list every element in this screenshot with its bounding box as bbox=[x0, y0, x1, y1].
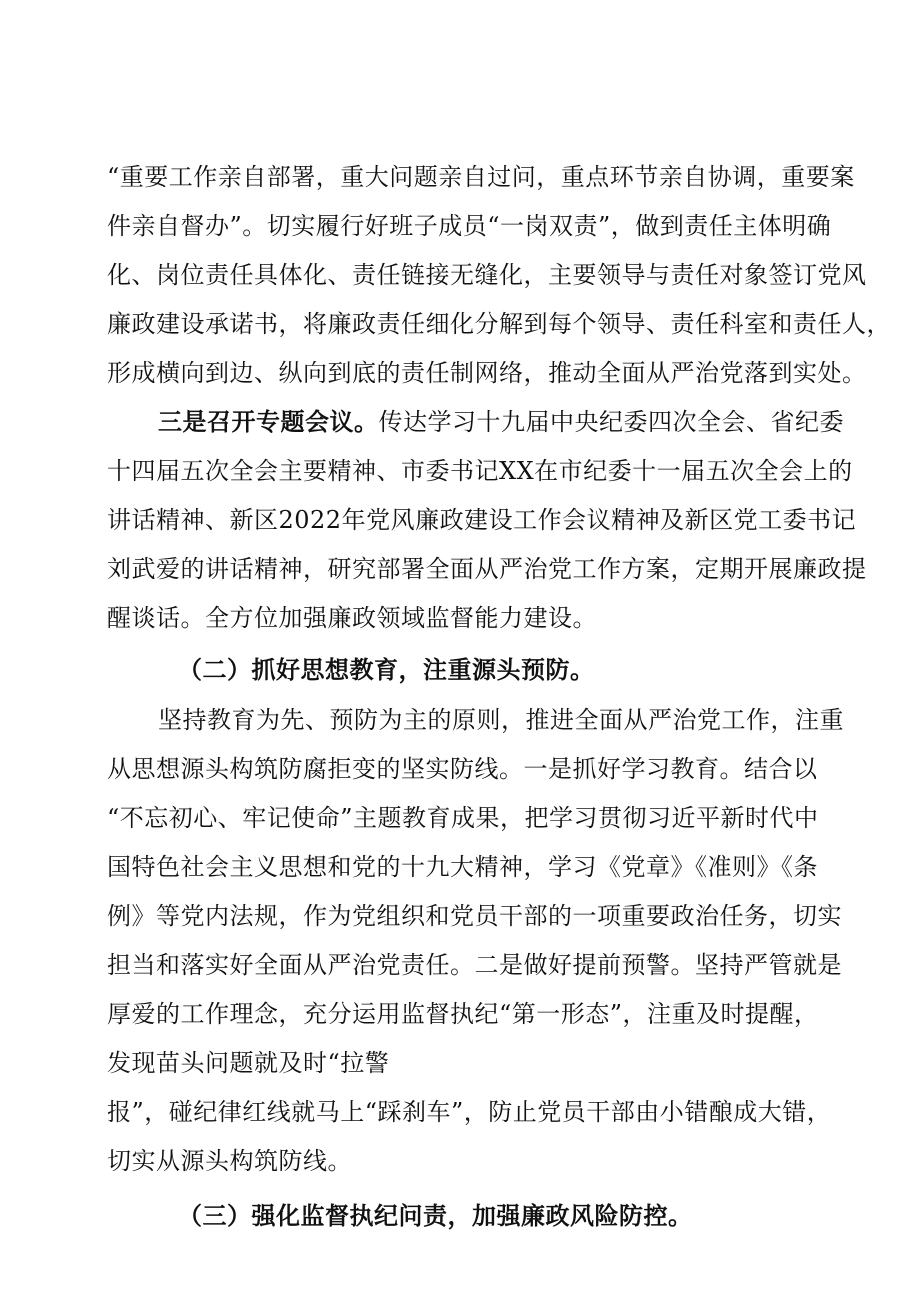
text-line: 报”，碰纪律红线就马上“踩刹车”，防止党员干部由小错酿成大错， bbox=[107, 1098, 832, 1126]
paragraph-lead-rest: 传达学习十九届中央纪委四次全会、省纪委 bbox=[378, 408, 844, 436]
text-line: 形成横向到边、纵向到底的责任制网络，推动全面从严治党落到实处。 bbox=[107, 359, 867, 387]
text-line: 讲话精神、新区2022年党风廉政建设工作会议精神及新区党工委书记 bbox=[107, 506, 857, 534]
text-line: 件亲自督办”。切实履行好班子成员“一岗双责”，做到责任主体明确 bbox=[107, 212, 832, 240]
text-line: 从思想源头构筑防腐拒变的坚实防线。一是抓好学习教育。结合以 bbox=[107, 755, 818, 783]
text-line: “重要工作亲自部署，重大问题亲自过问，重点环节亲自协调，重要案 bbox=[107, 163, 855, 191]
paragraph-lead: 三是召开专题会议。 bbox=[158, 407, 379, 436]
text-line: 刘武爱的讲话精神，研究部署全面从严治党工作方案，定期开展廉政提 bbox=[107, 555, 867, 583]
text-line: 化、岗位责任具体化、责任链接无缝化，主要领导与责任对象签订党风 bbox=[107, 261, 867, 289]
text-line bbox=[158, 405, 844, 439]
section-heading: （三）强化监督执纪问责，加强廉政风险防控。 bbox=[178, 1201, 693, 1230]
text-line: 廉政建设承诺书，将廉政责任细化分解到每个领导、责任科室和责任人， bbox=[107, 310, 891, 338]
text-line: 担当和落实好全面从严治党责任。二是做好提前预警。坚持严管就是 bbox=[107, 951, 842, 979]
text-line: 例》等党内法规，作为党组织和党员干部的一项重要政治任务，切实 bbox=[107, 902, 842, 930]
text-line: 国特色社会主义思想和党的十九大精神，学习《党章》《准则》《条 bbox=[107, 853, 818, 881]
text-line: 醒谈话。全方位加强廉政领域监督能力建设。 bbox=[107, 604, 597, 632]
section-heading: （二）抓好思想教育，注重源头预防。 bbox=[178, 655, 595, 684]
text-line: 厚爱的工作理念，充分运用监督执纪“第一形态”，注重及时提醒， bbox=[107, 1000, 819, 1028]
text-line: 十四届五次全会主要精神、市委书记XX在市纪委十一届五次全会上的 bbox=[107, 457, 853, 485]
text-line: “不忘初心、牢记使命”主题教育成果，把学习贯彻习近平新时代中 bbox=[107, 804, 819, 832]
text-line: 切实从源头构筑防线。 bbox=[107, 1147, 352, 1175]
text-line: 发现苗头问题就及时“拉警 bbox=[107, 1049, 390, 1077]
text-line: 坚持教育为先、预防为主的原则，推进全面从严治党工作，注重 bbox=[158, 706, 844, 734]
